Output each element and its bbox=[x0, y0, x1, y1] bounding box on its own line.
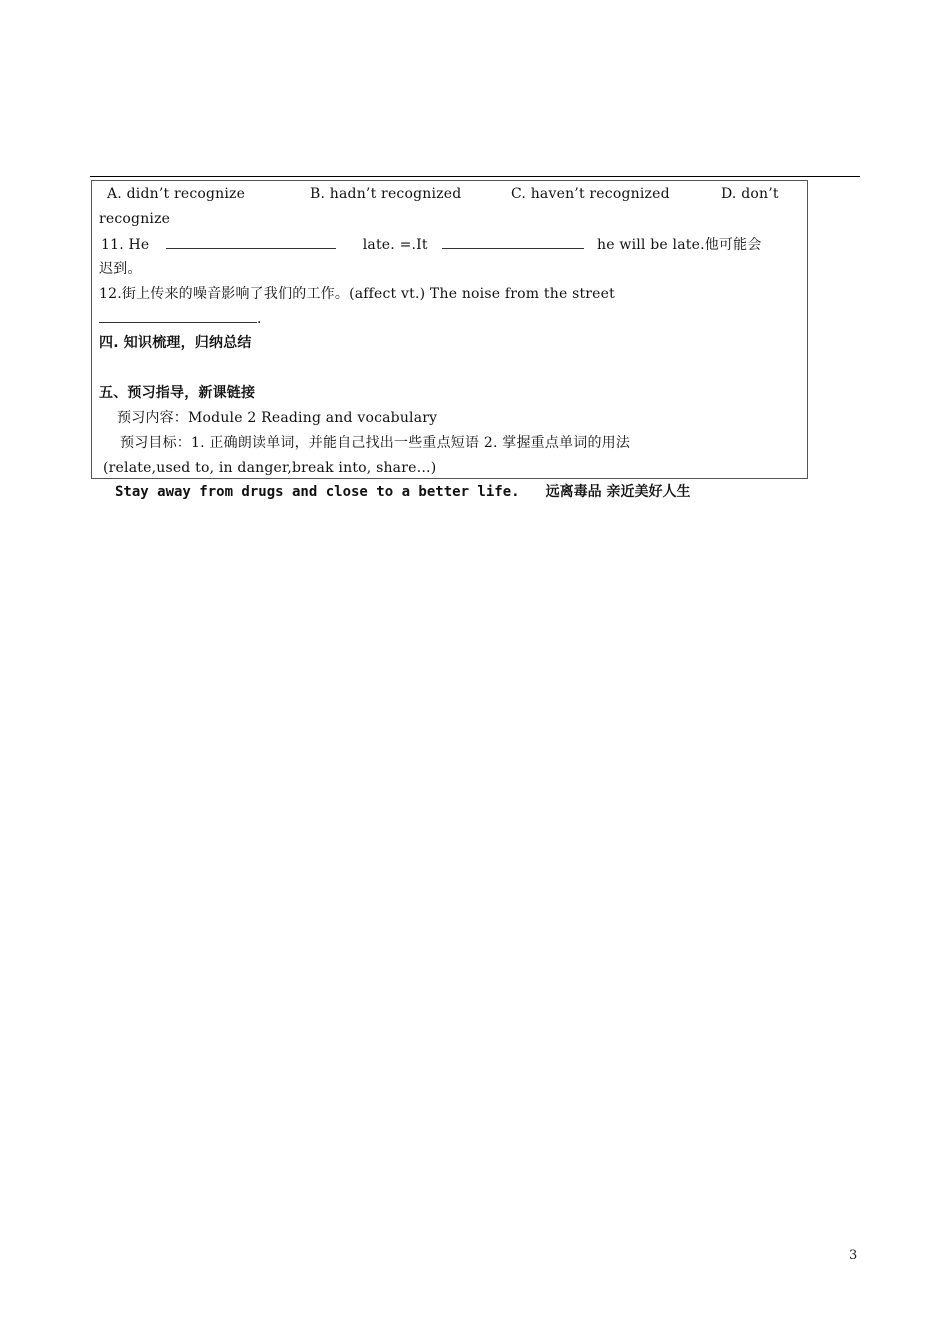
option-a: A. didn’t recognize bbox=[107, 186, 246, 202]
option-d-continuation: recognize bbox=[99, 211, 171, 227]
option-d: D. don’t bbox=[721, 186, 779, 202]
question-12 bbox=[99, 285, 615, 303]
option-c: C. haven’t recognized bbox=[511, 186, 670, 202]
page-number: 3 bbox=[849, 1248, 858, 1263]
option-d-wrap bbox=[721, 185, 779, 203]
option-b-wrap bbox=[310, 185, 461, 203]
q11-blank-2[interactable] bbox=[442, 235, 584, 249]
preview-goals-continuation: (relate,used to, in danger,break into, share…) bbox=[103, 460, 437, 476]
preview-goals: 预习目标：1. 正确朗读单词，并能自己找出一些重点短语 2. 掌握重点单词的用法 bbox=[120, 435, 631, 451]
option-c-wrap bbox=[511, 185, 670, 203]
section-4-title: 四. 知识梳理，归纳总结 bbox=[99, 335, 252, 351]
question-11-continuation: 迟到。 bbox=[99, 261, 142, 277]
preview-content: 预习内容：Module 2 Reading and vocabulary bbox=[117, 410, 438, 426]
question-11 bbox=[101, 235, 762, 254]
q11-mid: late. =.It bbox=[362, 237, 428, 253]
q11-blank-1[interactable] bbox=[166, 235, 336, 249]
options-row bbox=[107, 185, 245, 203]
q12-text: 12.街上传来的噪音影响了我们的工作。(affect vt.) The noise from the street bbox=[99, 286, 615, 302]
slogan bbox=[115, 483, 690, 501]
section-5-title: 五、预习指导，新课链接 bbox=[99, 385, 256, 401]
q11-suffix: he will be late.他可能会 bbox=[597, 237, 762, 253]
question-12-answer: . bbox=[99, 309, 262, 328]
slogan-chinese: 远离毒品 亲近美好人生 bbox=[545, 484, 691, 500]
slogan-english: Stay away from drugs and close to a better life. bbox=[115, 484, 520, 500]
q12-blank[interactable] bbox=[99, 309, 257, 323]
header-rule bbox=[90, 176, 860, 177]
option-b: B. hadn’t recognized bbox=[310, 186, 462, 202]
q11-prefix: 11. He bbox=[101, 237, 150, 253]
